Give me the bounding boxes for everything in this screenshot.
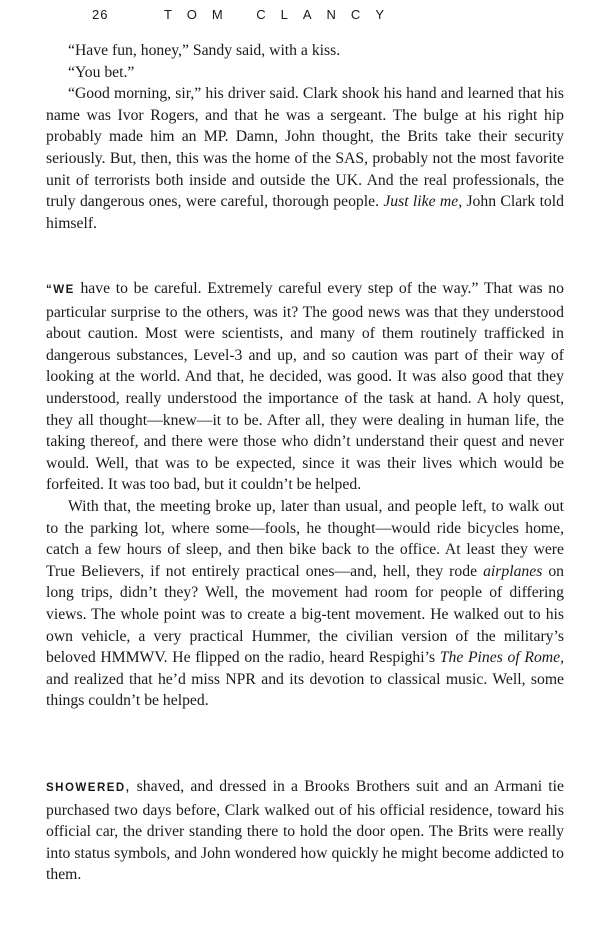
running-head xyxy=(92,7,512,29)
running-head-author: TOM CLANCY xyxy=(164,7,399,22)
section-lead-in: “WE xyxy=(46,284,75,296)
italic-phrase: Just like me, xyxy=(383,193,463,211)
page-number: 26 xyxy=(92,7,109,22)
section-3 xyxy=(46,776,564,886)
section-1 xyxy=(46,40,564,234)
paragraph: SHOWERED, shaved, and dressed in a Brooks Brothers suit and an Armani tie purchased two days before, Clark walked out of his official residence, toward his official car, the driver standing there to hold the door open. The Brits were really into status symbols, and John wondered how quickly he might become addicted to them. xyxy=(46,778,564,884)
paragraph: “You bet.” xyxy=(68,63,135,81)
paragraph: With that, the meeting broke up, later than usual, and people left, to walk out to the parking lot, where some—fools, he thought—would ride bicycles home, catch a few hours of sleep, and then bike back to the office. At least they were True Believers, if not entirely practical ones—and, hell, they rode airplanes on long trips, didn’t they? Well, the movement had room for people of differing views. The whole point was to create a big-tent movement. He walked out to his own vehicle, a very practical Hummer, the civilian version of the military’s beloved HMMWV. He flipped on the radio, heard Respighi’s The Pines of Rome, and realized that he’d miss NPR and its devotion to classical music. Well, some things couldn’t be helped. xyxy=(46,497,565,710)
section-lead-in: SHOWERED, xyxy=(46,782,131,794)
italic-word: airplanes xyxy=(483,562,543,580)
paragraph: “Good morning, sir,” his driver said. Clark shook his hand and learned that his name was Ivor Rogers, and that he was a sergeant. The bulge at his right hip probably made him an MP. Damn, John thought, the Brits take their security seriously. But, then, this was the home of the SAS, probably not the most favorite unit of terrorists both inside and outside the UK. And the real professionals, the truly dangerous ones, were careful, thorough people. Just like me, John Clark told himself. xyxy=(46,85,564,232)
paragraph: “WE have to be careful. Extremely careful every step of the way.” That was no particular surprise to the others, was it? The good news was that they understood about caution. Most were scientists, and many of them routinely trafficked in dangerous substances, Level-3 and up, and so caution was part of their way of looking at the world. And that, he decided, was good. It was also good that they understood, really understood the importance of the task at hand. A holy quest, they all thought—knew—it to be. After all, they were dealing in human life, the taking thereof, and there were those who didn’t understand their quest and never would. Well, that was to be expected, since it was their lives which would be forfeited. It was too bad, but it couldn’t be helped. xyxy=(46,280,564,494)
italic-title: The Pines of Rome, xyxy=(439,649,564,667)
paragraph: “Have fun, honey,” Sandy said, with a kiss. xyxy=(68,42,341,59)
section-2 xyxy=(46,278,564,712)
